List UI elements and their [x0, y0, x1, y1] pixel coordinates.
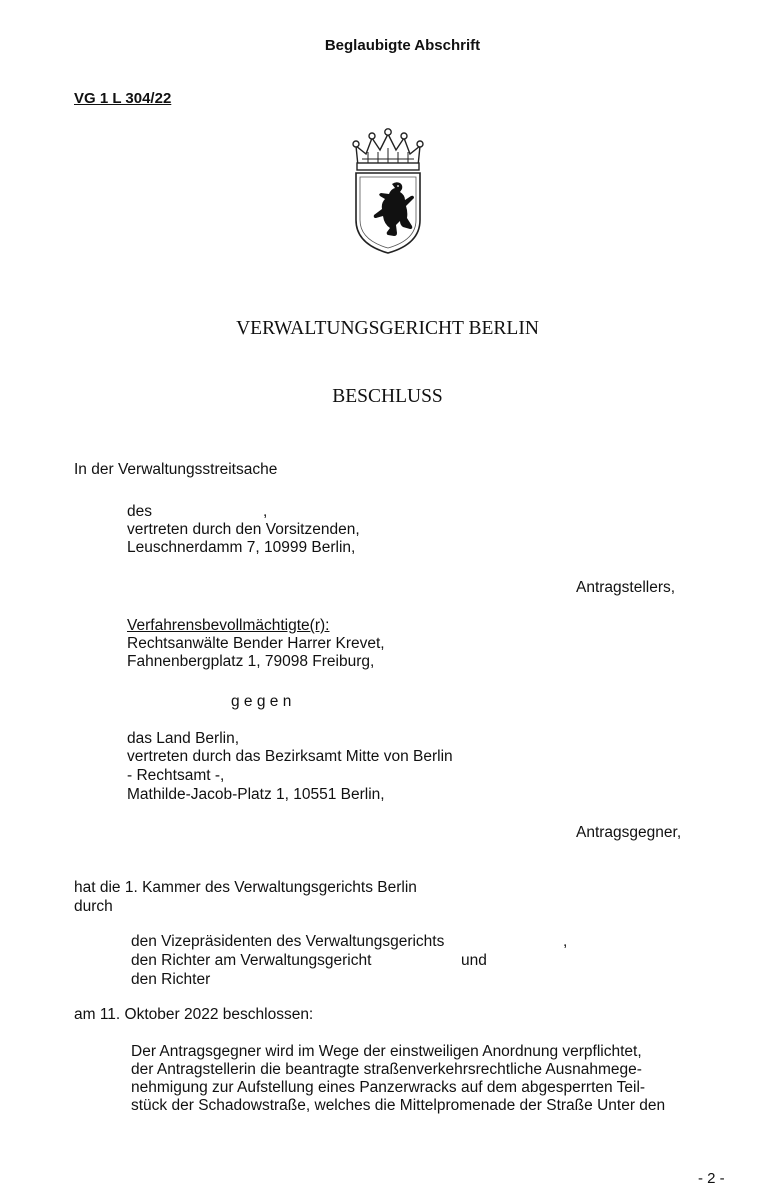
court-name: VERWALTUNGSGERICHT BERLIN: [236, 318, 539, 339]
ruling-line: stück der Schadowstraße, welches die Mittelpromenade der Straße Unter den: [131, 1097, 666, 1114]
ruling-line: Der Antragsgegner wird im Wege der einstweiligen Anordnung verpflichtet,: [131, 1043, 642, 1060]
berlin-coat-of-arms-icon: [348, 126, 428, 256]
respondent-name: das Land Berlin,: [127, 730, 240, 747]
ruling-line: der Antragstellerin die beantragte straßenverkehrsrechtliche Ausnahmege-: [131, 1061, 642, 1078]
applicant-comma: ,: [263, 503, 268, 520]
applicant-representation: vertreten durch den Vorsitzenden,: [127, 521, 360, 538]
applicant-prefix: des: [127, 503, 152, 520]
counsel-label: Verfahrensbevollmächtigte(r):: [127, 617, 330, 634]
case-number: VG 1 L 304/22: [74, 90, 172, 107]
page-number: - 2 -: [698, 1170, 725, 1187]
ruling-line: nehmigung zur Aufstellung eines Panzerwracks auf dem abgesperrten Teil-: [131, 1079, 646, 1096]
counsel-firm: Rechtsanwälte Bender Harrer Krevet,: [127, 635, 385, 652]
judge-vice-president-comma: ,: [563, 933, 568, 950]
respondent-address: Mathilde-Jacob-Platz 1, 10551 Berlin,: [127, 786, 385, 803]
judge-vice-president: den Vizepräsidenten des Verwaltungsgerichts: [131, 933, 445, 950]
document-type: BESCHLUSS: [332, 386, 443, 407]
respondent-representation: vertreten durch das Bezirksamt Mitte von Berlin: [127, 748, 453, 765]
judge-third: den Richter: [131, 971, 211, 988]
intro-text: In der Verwaltungsstreitsache: [74, 461, 278, 478]
versus-text: g e g e n: [231, 693, 292, 710]
applicant-role: Antragstellers,: [576, 579, 676, 596]
chamber-text: hat die 1. Kammer des Verwaltungsgerichts Berlin: [74, 879, 417, 896]
judge-and: und: [461, 952, 487, 969]
counsel-address: Fahnenbergplatz 1, 79098 Freiburg,: [127, 653, 375, 670]
chamber-by: durch: [74, 898, 113, 915]
decision-date: am 11. Oktober 2022 beschlossen:: [74, 1006, 314, 1023]
judge-administrative: den Richter am Verwaltungsgericht: [131, 952, 372, 969]
respondent-department: - Rechtsamt -,: [127, 767, 225, 784]
document-header-title: Beglaubigte Abschrift: [324, 37, 481, 54]
respondent-role: Antragsgegner,: [576, 824, 682, 841]
applicant-address: Leuschnerdamm 7, 10999 Berlin,: [127, 539, 356, 556]
